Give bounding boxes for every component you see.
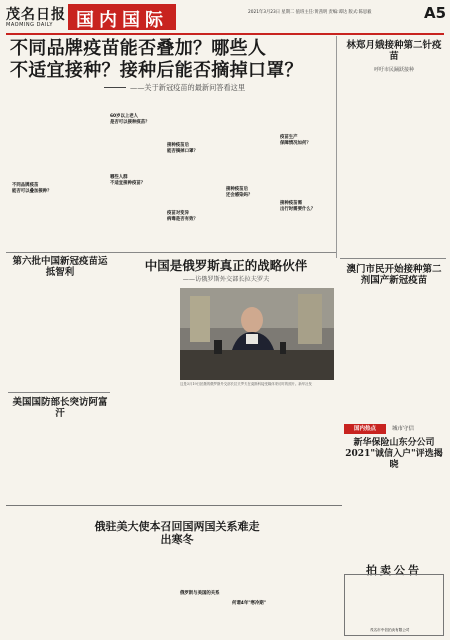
lead-subhead: 出行时需要什么？ <box>280 207 316 212</box>
lead-subtitle: ——关于新冠疫苗的最新问答看这里 <box>130 83 246 92</box>
right-story1-headline: 林郑月娥接种第二针疫苗 <box>346 40 442 62</box>
lead-subtitle-dash <box>104 87 126 88</box>
newspaper-logo-en: MAOMING DAILY <box>6 22 53 28</box>
auction-footer: 茂名市中信拍卖有限公司 <box>370 628 410 632</box>
tag-subtitle: 城市守信 <box>392 426 415 432</box>
bottom-subhead: 何谓4年"寒冷期" <box>232 601 266 606</box>
section-tag <box>344 424 444 434</box>
tag-label: 国内热点 <box>344 424 386 434</box>
lead-headline-line1: 不同品牌疫苗能否叠加？哪些人 <box>10 38 267 59</box>
right-story1-subtitle: 呼吁市民踊跃接种 <box>373 67 414 73</box>
section-title: 国内国际 <box>76 10 168 31</box>
lead-headline-line2: 不适宜接种？接种后能否摘掉口罩？ <box>10 60 303 81</box>
chile-story-headline: 第六批中国新冠疫苗运抵智利 <box>12 256 108 278</box>
lead-subhead: 60岁以上老人 <box>110 114 139 119</box>
left-divider <box>8 392 110 393</box>
us-story-headline: 美国国防部长突访阿富汗 <box>12 397 108 419</box>
bottom-subhead: 俄罗斯与美国的关系 <box>180 591 220 596</box>
right-divider <box>340 258 446 259</box>
lead-subhead: 不适宜接种疫苗？ <box>110 181 146 186</box>
lead-subhead: 疫苗生产 <box>280 135 298 140</box>
lead-subhead: 接种疫苗需 <box>280 201 302 206</box>
lead-subhead: 还会感染吗？ <box>226 193 253 198</box>
right-story2-headline: 澳门市民开始接种第二剂国产新冠疫苗 <box>346 264 442 286</box>
bottom-divider <box>6 505 342 506</box>
lead-subhead: 保障情况如何？ <box>280 141 311 146</box>
lead-subhead: 接种疫苗后 <box>167 143 189 148</box>
feature-subtitle: ——访俄罗斯外交部长拉夫罗夫 <box>182 276 270 283</box>
lead-subhead: 病毒是否有效？ <box>167 217 198 222</box>
lavrov-photo <box>180 288 334 380</box>
date-line: 2021年3月23日 星期二 值班主任:黄茜明 责编:谭达 版式:陈思毅 <box>248 10 372 15</box>
lead-subhead: 接种疫苗后 <box>226 187 248 192</box>
masthead-rule <box>6 33 444 35</box>
auction-title: 拍卖公告 <box>366 564 422 577</box>
lead-subhead: 能否摘掉口罩？ <box>167 149 198 154</box>
ambassador-story-headline: 俄驻美大使本召回国两国关系难走出寒冬 <box>94 520 260 546</box>
insurance-story-headline: 新华保险山东分公司2021"诚信入户"评选揭晓 <box>345 438 443 470</box>
feature-headline: 中国是俄罗斯真正的战略伙伴 <box>144 258 308 273</box>
lead-subhead: 疫苗对变异 <box>167 211 189 216</box>
lead-subhead: 不同品牌疫苗 <box>12 183 39 188</box>
lead-subhead: 是否可以接种疫苗？ <box>110 120 150 125</box>
lead-subhead: 哪些人群 <box>110 175 128 180</box>
lead-subhead: 能否可以叠加接种？ <box>12 189 52 194</box>
page-number: A5 <box>424 4 447 22</box>
section-banner <box>68 4 176 30</box>
photo-caption: 这是3月19日拍摄的俄罗斯外交部长拉夫罗夫在莫斯科接受媒体采访时的照片。新华社发 <box>180 382 312 386</box>
auction-notice <box>344 574 444 636</box>
photo-illustration <box>180 288 334 380</box>
newspaper-logo: 茂名日报 <box>6 7 66 23</box>
masthead <box>0 0 450 36</box>
section-divider <box>6 252 336 253</box>
